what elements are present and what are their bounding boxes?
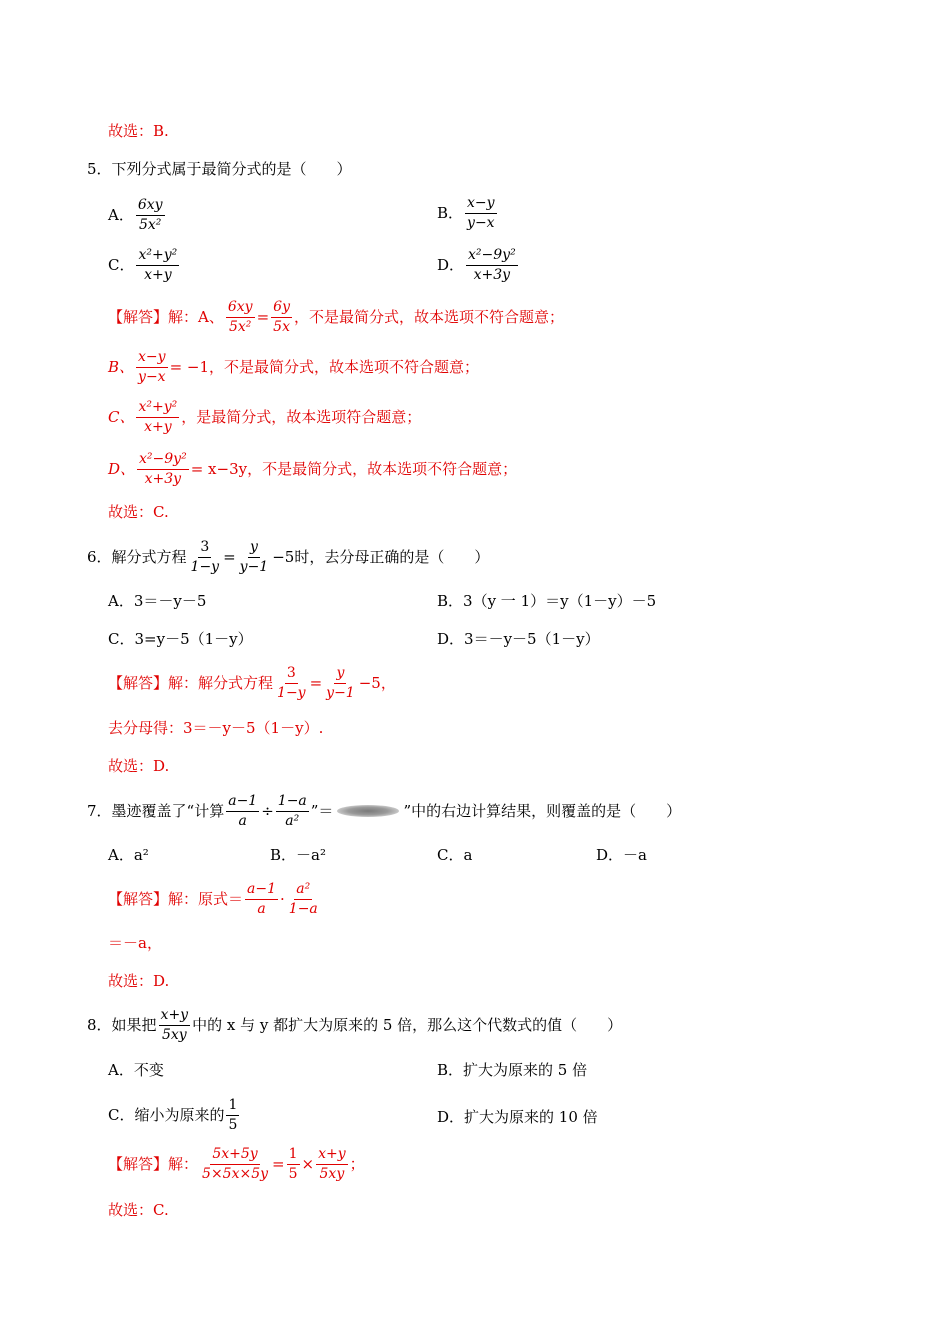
q8-stem (87, 1008, 622, 1042)
fraction (136, 198, 165, 232)
option-label: C． (108, 255, 135, 274)
q7-solution-line2 (108, 936, 162, 951)
fraction (287, 882, 320, 916)
fraction (200, 1147, 270, 1181)
numerator: 5x+5y (210, 1147, 259, 1165)
denominator: y−1 (326, 684, 355, 701)
solution-tag: 【解答】 (108, 1154, 169, 1173)
solution-text: ，不是最简分式，故本选项不符合题意； (293, 307, 564, 326)
question-text: 5．下列分式属于最简分式的是（ ） (87, 160, 352, 178)
solution-text: 解： (168, 1154, 199, 1173)
question-text: −5时，去分母正确的是（ ） (272, 547, 490, 566)
solution-text: ，是最简分式，故本选项符合题意； (181, 407, 422, 426)
fraction (189, 540, 222, 574)
question-text: 8．如果把 (87, 1015, 157, 1034)
divide-sign: ÷ (261, 801, 274, 820)
option-text: A．a² (108, 846, 149, 864)
solution-text: 解：A、 (168, 307, 224, 326)
question-text: 中的 x 与 y 都扩大为原来的 5 倍，那么这个代数式的值（ ） (192, 1015, 623, 1034)
fraction (324, 666, 357, 700)
q8-option-a (108, 1063, 164, 1078)
denominator: 5 (228, 1116, 238, 1133)
denominator: x+y (144, 418, 172, 435)
question-text: ”＝ (310, 801, 334, 820)
answer-text: 故选：C. (108, 1201, 169, 1219)
numerator: a−1 (245, 882, 278, 900)
denominator: 5x² (138, 216, 162, 233)
solution-text: ＝－a， (108, 934, 162, 952)
fraction (136, 350, 168, 384)
numerator: 3 (285, 666, 298, 684)
option-text: A．不变 (108, 1061, 164, 1079)
equals-sign: = (256, 307, 270, 326)
option-text: D．3＝－y－5（1－y） (437, 630, 600, 648)
equals-sign: = (272, 1154, 285, 1173)
denominator: a (257, 900, 266, 917)
denominator: a² (285, 812, 300, 829)
fraction (159, 1008, 191, 1042)
denominator: y−x (138, 368, 166, 385)
q6-solution (108, 666, 396, 700)
q8-option-d (437, 1110, 598, 1125)
solution-tag: 【解答】 (108, 673, 169, 692)
q6-answer (108, 759, 169, 774)
q7-option-d (596, 848, 647, 863)
denominator: x+3y (144, 470, 182, 487)
q6-stem (87, 540, 489, 574)
q5-stem (87, 162, 352, 177)
fraction (226, 794, 259, 828)
denominator: 1−y (190, 558, 220, 575)
q8-solution (108, 1147, 365, 1181)
numerator: 6xy (136, 198, 165, 216)
solution-text: B、 (108, 357, 135, 376)
denominator: 1−y (277, 684, 306, 701)
numerator: x+y (316, 1147, 348, 1165)
numerator: x²−9y² (137, 452, 189, 470)
q7-answer (108, 974, 169, 989)
q7-stem (87, 794, 681, 828)
q7-option-b (270, 848, 326, 863)
fraction (137, 452, 189, 486)
solution-text: C、 (108, 407, 135, 426)
prev-answer (108, 124, 169, 139)
fraction (465, 196, 497, 230)
solution-text: ； (349, 1154, 365, 1173)
numerator: 1 (287, 1147, 300, 1165)
q5-solution-b (108, 350, 479, 384)
multiply-sign: × (301, 1154, 315, 1173)
numerator: y (248, 540, 260, 558)
denominator: 5xy (319, 1165, 345, 1182)
numerator: 3 (198, 540, 211, 558)
option-label: D． (437, 255, 465, 274)
option-text: D．扩大为原来的 10 倍 (437, 1108, 598, 1126)
ink-blot-icon (337, 805, 399, 817)
option-text: C．a (437, 846, 473, 864)
fraction (238, 540, 271, 574)
q7-option-c (437, 848, 472, 863)
q5-answer (108, 505, 169, 520)
q6-solution-line2 (108, 721, 323, 736)
q5-solution-a (108, 300, 564, 334)
answer-text: 故选：C. (108, 503, 169, 521)
option-text: B．3（y 一 1）＝y（1－y）－5 (437, 592, 657, 610)
fraction (136, 400, 179, 434)
q5-option-b (437, 196, 499, 230)
question-text: 7．墨迹覆盖了“计算 (87, 801, 225, 820)
denominator: 1−a (288, 900, 318, 917)
solution-text: 解：解分式方程 (168, 673, 274, 692)
denominator: x+y (144, 266, 172, 283)
answer-text: 故选：D. (108, 972, 170, 990)
solution-text: = −1，不是最简分式，故本选项不符合题意； (169, 357, 480, 376)
fraction (271, 300, 292, 334)
q7-solution (108, 882, 322, 916)
option-label: B． (437, 203, 464, 222)
option-text: B．扩大为原来的 5 倍 (437, 1061, 588, 1079)
denominator: 5×5x×5y (202, 1165, 269, 1182)
answer-text: 故选：B. (108, 122, 169, 140)
q8-option-b (437, 1063, 587, 1078)
q6-option-b (437, 594, 656, 609)
q5-solution-c (108, 400, 421, 434)
numerator: x²+y² (136, 248, 179, 266)
fraction (226, 300, 255, 334)
numerator: 6xy (226, 300, 255, 318)
fraction (276, 794, 309, 828)
fraction (245, 882, 278, 916)
solution-text: = x−3y，不是最简分式，故本选项不符合题意； (190, 459, 518, 478)
option-text: B．－a² (270, 846, 326, 864)
fraction (316, 1147, 348, 1181)
solution-text: 去分母得：3＝－y－5（1－y）. (108, 719, 324, 737)
numerator: x+y (159, 1008, 191, 1026)
question-text: 6．解分式方程 (87, 547, 187, 566)
denominator: 5x (273, 318, 290, 335)
fraction (287, 1147, 300, 1181)
solution-tag: 【解答】 (108, 307, 169, 326)
q6-option-d (437, 632, 600, 647)
numerator: x−y (136, 350, 168, 368)
numerator: x²+y² (136, 400, 179, 418)
equals-sign: = (223, 547, 236, 566)
numerator: a² (294, 882, 312, 900)
numerator: 1 (226, 1098, 239, 1116)
option-text: D．－a (596, 846, 647, 864)
q8-option-c (108, 1098, 241, 1132)
option-text: C．缩小为原来的 (108, 1105, 225, 1124)
equals-sign: = (309, 673, 323, 692)
numerator: 1−a (276, 794, 309, 812)
fraction (466, 248, 518, 282)
numerator: 6y (271, 300, 292, 318)
denominator: y−1 (239, 558, 269, 575)
denominator: x+3y (473, 266, 511, 283)
q5-option-a (108, 198, 167, 232)
answer-text: 故选：D. (108, 757, 170, 775)
denominator: y−x (467, 214, 495, 231)
option-label: A． (108, 205, 134, 224)
q5-solution-d (108, 452, 517, 486)
denominator: 5xy (161, 1026, 187, 1043)
solution-tag: 【解答】 (108, 889, 169, 908)
q8-answer (108, 1203, 169, 1218)
numerator: a−1 (226, 794, 259, 812)
fraction (275, 666, 308, 700)
q5-option-c (108, 248, 181, 282)
q6-option-c (108, 632, 253, 647)
fraction (226, 1098, 239, 1132)
fraction (136, 248, 179, 282)
multiply-dot: · (280, 889, 285, 908)
solution-text: 解：原式＝ (168, 889, 244, 908)
q5-option-d (437, 248, 520, 282)
denominator: a (238, 812, 247, 829)
solution-text: −5， (358, 673, 396, 692)
question-text: ”中的右边计算结果，则覆盖的是（ ） (403, 801, 682, 820)
numerator: x²−9y² (466, 248, 518, 266)
q7-option-a (108, 848, 149, 863)
numerator: x−y (465, 196, 497, 214)
denominator: 5x² (229, 318, 252, 335)
solution-text: D、 (108, 459, 136, 478)
numerator: y (334, 666, 346, 684)
option-text: C．3=y－5（1－y） (108, 630, 253, 648)
denominator: 5 (288, 1165, 298, 1182)
option-text: A．3＝－y－5 (108, 592, 207, 610)
q6-option-a (108, 594, 206, 609)
